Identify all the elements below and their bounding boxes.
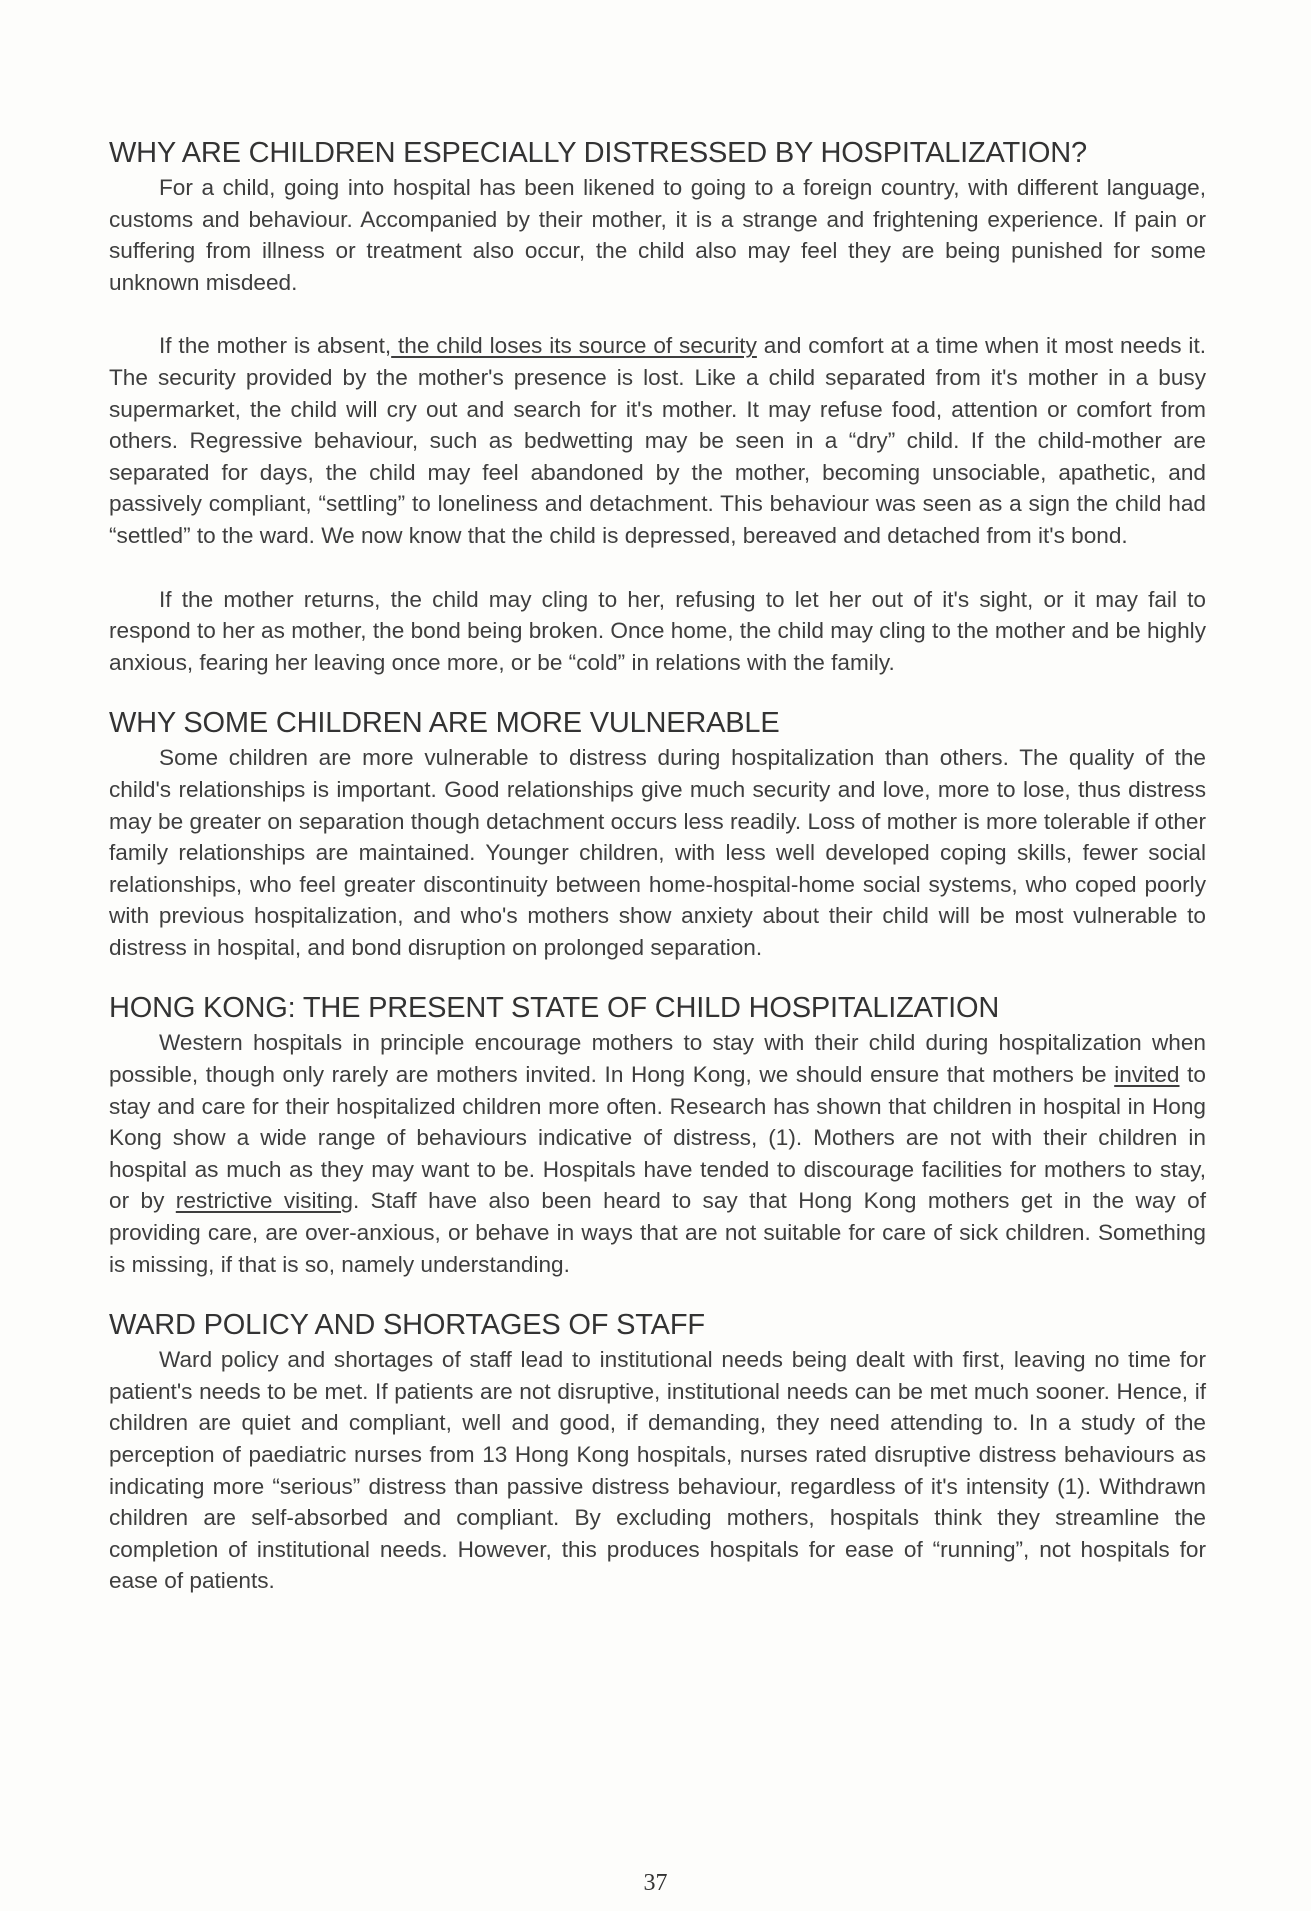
paragraph: Ward policy and shortages of staff lead to institutional needs being dealt with first, leaving no time for patient's needs to be met. If patients are not disruptive, institutional needs can be met much sooner. Hence, if children are quiet and compliant, well and good, if demanding, they need attending to. In a study of the perception of paediatric nurses from 13 Hong Kong hospitals, nurses rated disruptive distress behaviours as indicating more “serious” distress than passive distress behaviour, regardless of it's intensity (1). Withdrawn children are self-absorbed and compliant. By excluding mothers, hospitals think they streamline the completion of institutional needs. However, this produces hospitals for ease of “running”, not hospitals for ease of patients.	[109, 1347, 1206, 1594]
paragraph	[109, 330, 1206, 551]
underlined-text: the child loses its source of security	[391, 333, 757, 359]
text-run: . Staff have also been heard to say that Hong Kong mothers get in the way of providing care, are over-anxious, or behave in ways that are not suitable for care of sick children. Something is missing, if that is so, namely understanding.	[109, 1188, 1206, 1277]
section-vulnerable	[109, 704, 1206, 963]
text-run: and comfort at a time when it most needs it. The security provided by the mother's presence is lost. Like a child separated from it's mother in a busy supermarket, the child will cry out and search for it's mother. It may refuse food, attention or comfort from others. Regressive behaviour, such as bedwetting may be seen in a “dry” child. If the child-mother are separated for days, the child may feel abandoned by the mother, becoming unsociable, apathetic, and passively compliant, “settling” to loneliness and detachment. This behaviour was seen as a sign the child had “settled” to the ward. We now know that the child is depressed, bereaved and detached from it's bond.	[109, 333, 1207, 548]
section-heading: WHY ARE CHILDREN ESPECIALLY DISTRESSED BY HOSPITALIZATION?	[109, 137, 1087, 169]
paragraph: If the mother returns, the child may cling to her, refusing to let her out of it's sight, or it may fail to respond to her as mother, the bond being broken. Once home, the child may cling to the mother and be highly anxious, fearing her leaving once more, or be “cold” in relations with the family.	[109, 586, 1206, 675]
paragraph: For a child, going into hospital has been likened to going to a foreign country, with different language, customs and behaviour. Accompanied by their mother, it is a strange and frightening experience. If pain or suffering from illness or treatment also occur, the child also may feel they are being punished for some unknown misdeed.	[109, 175, 1206, 295]
section-why-distressed	[109, 134, 1206, 678]
underlined-text: invited	[1114, 1062, 1180, 1088]
text-run: Western hospitals in principle encourage mothers to stay with their child during hospitalization when possible, though only rarely are mothers invited. In Hong Kong, we should ensure that mothers be	[109, 1030, 1206, 1088]
paragraph	[109, 1027, 1206, 1280]
section-hong-kong	[109, 989, 1206, 1280]
section-ward-policy	[109, 1306, 1206, 1597]
section-heading: HONG KONG: THE PRESENT STATE OF CHILD HOSPITALIZATION	[109, 992, 1000, 1025]
section-heading: WHY SOME CHILDREN ARE MORE VULNERABLE	[109, 707, 780, 740]
text-run: If the mother is absent,	[159, 333, 392, 359]
page-number: 37	[643, 1870, 668, 1896]
document-page	[109, 134, 1206, 1597]
text-run: to stay and care for their hospitalized children more often. Research has shown that children in hospital in Hong Kong show a wide range of behaviours indicative of distress, (1). Mothers are not with their children in hospital as much as they may want to be. Hospitals have tended to discourage facilities for mothers to stay, or by	[109, 1062, 1206, 1214]
underlined-text: restrictive visiting	[175, 1188, 353, 1214]
paragraph: Some children are more vulnerable to distress during hospitalization than others. The quality of the child's relationships is important. Good relationships give much security and love, more to lose, thus distress may be greater on separation though detachment occurs less readily. Loss of mother is more tolerable if other family relationships are maintained. Younger children, with less well developed coping skills, fewer social relationships, who feel greater discontinuity between home-hospital-home social systems, who coped poorly with previous hospitalization, and who's mothers show anxiety about their child will be most vulnerable to distress in hospital, and bond disruption on prolonged separation.	[109, 745, 1206, 960]
section-heading: WARD POLICY AND SHORTAGES OF STAFF	[109, 1309, 705, 1342]
